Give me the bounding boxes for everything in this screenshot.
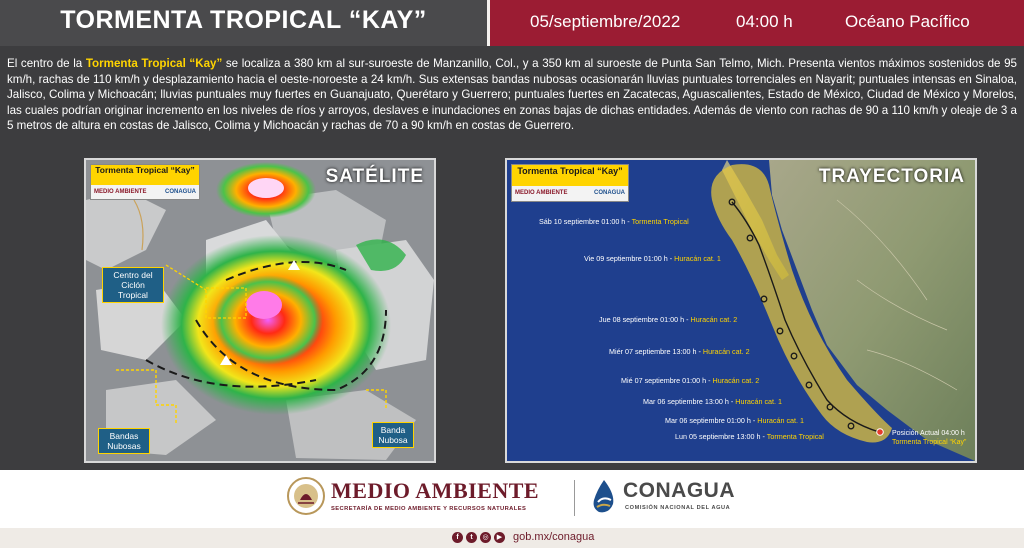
callout-cloud-band-right: Banda Nubosa	[372, 422, 414, 448]
page-title: TORMENTA TROPICAL “KAY”	[60, 6, 427, 34]
header-title-block	[0, 0, 487, 46]
track-point-category: Huracán cat. 1	[757, 416, 805, 425]
track-point-label	[621, 376, 759, 385]
ocean-name: Océano Pacífico	[845, 12, 970, 31]
instagram-icon[interactable]: ◎	[480, 532, 491, 543]
track-point-category: Huracán cat. 1	[735, 397, 783, 406]
track-point-label	[584, 254, 721, 263]
footer	[0, 470, 1024, 528]
bulletin-intro: El centro de la	[7, 57, 86, 70]
header	[0, 0, 1024, 46]
track-point-time: Sáb 10 septiembre 01:00 h -	[539, 217, 632, 226]
track-point-label	[599, 315, 737, 324]
trajectory-panel	[505, 158, 977, 463]
track-point-time: Miér 07 septiembre 13:00 h -	[609, 347, 703, 356]
bulletin-body: se localiza a 380 km al sur-suroeste de Manzanillo, Col., y a 350 km al suroeste de Punta San Telmo, Mich. Presenta vientos máximos sostenidos de 95 km/h, rachas de 110 km/h y desplazamiento hacia el oeste-noroeste a 24 km/h. Sus extensas bandas nubosas ocasionarán lluvias puntuales torrenciales en Nayarit; puntuales intensas en Sinaloa, Jalisco, Colima y Michoacán; lluvias puntuales muy fuertes en Guanajuato, Querétaro y Guerrero; puntuales fuertes en Zacatecas, Aguascalientes, Estado de México, Ciudad de México y Morelos, las cuales podrían originar incremento en los niveles de ríos y arroyos, deslaves e inundaciones en zonas bajas de dichas entidades. Además de viento con rachas de 90 a 110 km/h y oleaje de 3 a 5 metros de altura en costas de Jalisco, Colima y Michoacán y rachas de 70 a 90 km/h en costas de Guerrero.	[7, 57, 1017, 133]
satellite-image	[86, 160, 434, 461]
track-point-time: Vie 09 septiembre 01:00 h -	[584, 254, 675, 263]
track-point-time: Jue 08 septiembre 01:00 h -	[599, 315, 691, 324]
satellite-card-logos	[91, 185, 199, 200]
trajectory-card-cn: CONAGUA	[594, 190, 625, 196]
track-point-category: Huracán cat. 2	[690, 315, 738, 324]
twitter-icon[interactable]: t	[466, 532, 477, 543]
satellite-label: SATÉLITE	[325, 166, 424, 187]
current-position-name: Tormenta Tropical “Kay”	[892, 439, 967, 446]
track-point-label	[643, 397, 782, 406]
bulletin-time: 04:00 h	[736, 12, 793, 31]
track-point-label	[675, 432, 824, 441]
track-point-category: Tormenta Tropical	[766, 432, 824, 441]
track-point-category: Tormenta Tropical	[631, 217, 689, 226]
trajectory-title-card	[511, 164, 629, 202]
medio-ambiente-subtitle: SECRETARÍA DE MEDIO AMBIENTE Y RECURSOS NATURALES	[331, 506, 527, 512]
medio-ambiente-seal-icon	[286, 476, 326, 516]
callout-cloud-bands-left: Bandas Nubosas	[98, 428, 150, 454]
bulletin-date: 05/septiembre/2022	[530, 12, 681, 31]
track-point-time: Mar 06 septiembre 13:00 h -	[643, 397, 736, 406]
trajectory-card-logos	[512, 186, 628, 201]
current-position-time: Posición Actual 04:00 h	[892, 430, 965, 437]
track-point-label	[665, 416, 804, 425]
track-point-time: Mar 06 septiembre 01:00 h -	[665, 416, 758, 425]
bottom-bar	[0, 528, 1024, 548]
bulletin-text	[7, 56, 1017, 134]
track-point-category: Huracán cat. 2	[702, 347, 750, 356]
trajectory-card-title: Tormenta Tropical “Kay”	[512, 165, 628, 186]
satellite-panel	[84, 158, 436, 463]
current-position-label	[892, 429, 966, 447]
facebook-icon[interactable]: f	[452, 532, 463, 543]
track-point-time: Mié 07 septiembre 01:00 h -	[621, 376, 713, 385]
conagua-logo-text: CONAGUA	[623, 479, 735, 502]
medio-ambiente-logo-text: MEDIO AMBIENTE	[331, 478, 540, 503]
header-info-block	[490, 0, 1024, 46]
track-point-label	[539, 217, 689, 226]
track-point-time: Lun 05 septiembre 13:00 h -	[675, 432, 767, 441]
track-point-category: Huracán cat. 1	[674, 254, 721, 263]
satellite-card-title: Tormenta Tropical “Kay”	[91, 165, 199, 185]
satellite-card-ma: MEDIO AMBIENTE	[94, 189, 147, 195]
gob-mx-conagua-link[interactable]: gob.mx/conagua	[513, 531, 595, 543]
track-point-category: Huracán cat. 2	[712, 376, 760, 385]
conagua-drop-icon	[589, 476, 619, 516]
youtube-icon[interactable]: ▶	[494, 532, 505, 543]
callout-cyclone-center: Centro del Ciclón Tropical	[102, 267, 164, 303]
satellite-title-card	[90, 164, 200, 200]
track-point-label	[609, 347, 750, 356]
trajectory-card-ma: MEDIO AMBIENTE	[515, 190, 568, 196]
conagua-subtitle: COMISIÓN NACIONAL DEL AGUA	[625, 505, 731, 511]
trajectory-label: TRAYECTORIA	[818, 166, 965, 187]
social-icons	[452, 532, 505, 543]
bulletin-storm-name: Tormenta Tropical “Kay”	[85, 57, 223, 70]
satellite-card-cn: CONAGUA	[165, 189, 196, 195]
logo-divider	[574, 480, 575, 516]
